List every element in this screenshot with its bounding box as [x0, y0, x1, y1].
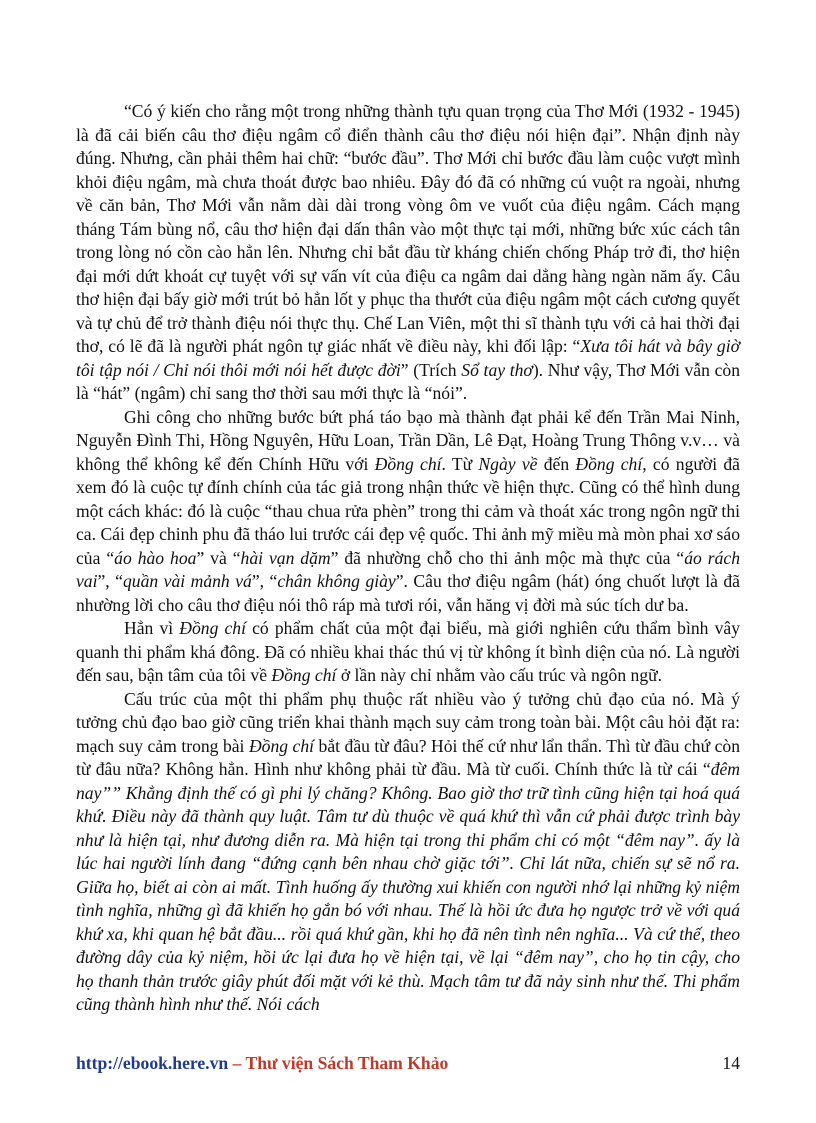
text-run: ở lần này chỉ nhằm vào cấu trúc và ngôn ngữ. [336, 665, 663, 685]
italic-text: quần vài mảnh vá [123, 571, 252, 591]
paragraph [76, 406, 740, 618]
italic-text: chân không giày [277, 571, 396, 591]
text-run: bắt đầu từ đâu? Hỏi thế cứ như lẩn thẩn. Thì từ đầu chứ còn từ đâu nữa? Không hẳn. Hình như không phải từ đầu. Mà từ cuối. Chính thức là từ cái “ [76, 735, 740, 779]
text-run: ). Như vậy, Thơ Mới vẫn còn là “hát” (ngâm) chỉ sang thơ thời sau mới thực là “nói”. [76, 359, 740, 403]
text-run: có phẩm chất của một đại biểu, mà giới nghiên cứu thẩm bình vây quanh thi phẩm khá đông. Đã có nhiều khai thác thú vị từ không ít bình diện của nó. Là người đến sau, bận tâm của tôi về [76, 618, 740, 685]
italic-text: Đồng chí [575, 453, 643, 474]
text-run: ” đã nhường chỗ cho thi ảnh mộc mà thực của “ [330, 547, 685, 568]
italic-text: áo rách vai [76, 547, 741, 591]
text-run: Hẳn vì [124, 618, 180, 638]
text-run: đến [537, 453, 576, 474]
page-footer [76, 1052, 740, 1074]
italic-text: áo hào hoa [114, 547, 197, 568]
italic-text: Ngày về [478, 453, 538, 474]
italic-text: Đồng chí [179, 618, 246, 638]
paragraph [76, 100, 740, 406]
text-run: ”. Câu thơ điệu ngâm (hát) óng chuốt lượt là đã nhường lời cho câu thơ điệu nói thô ráp mà tươi rói, vẫn hăng vị đời mà súc tích dư ba. [76, 571, 740, 615]
text-run: , có người đã xem đó là cuộc tự đính chính của tác giả trong nhận thức về hiện thực. Cũng có thể hình dung một cách khác: đó là cuộc “thau chua rửa phèn” trong thi cảm và thoát xác trong ngôn ngữ thi ca. Cái đẹp chinh phu đã tháo lui trước cái đẹp vệ quốc. Thi ảnh mỹ miều mà mòn phai xơ sáo của “ [76, 453, 740, 568]
text-run: Cấu trúc của một thi phẩm phụ thuộc rất nhiều vào ý tưởng chủ đạo của nó. Mà ý tưởng chủ đạo bao giờ cũng triển khai thành mạch suy cảm trong toàn bài. Một câu hỏi đặt ra: mạch suy cảm trong bài [76, 688, 740, 756]
text-run: Ghi công cho những bước bứt phá táo bạo mà thành đạt phải kể đến Trần Mai Ninh, Nguyễn Đình Thi, Hồng Nguyên, Hữu Loan, Trần Dần, Lê Đạt, Hoàng Trung Thông v.v… và không thể không kể đến Chính Hữu với [76, 406, 740, 474]
text-run: ”, “ [97, 571, 123, 591]
italic-text: Sổ tay thơ [461, 359, 533, 380]
italic-text: hài vạn dặm [240, 547, 331, 568]
footer-link[interactable]: http://ebook.here.vn [76, 1053, 229, 1073]
paragraph [76, 617, 740, 688]
text-run: ” (Trích [400, 359, 462, 380]
italic-text: Đồng chí [271, 665, 337, 685]
text-run: . Từ [441, 453, 479, 474]
text-run: ” và “ [196, 547, 241, 568]
article-body [76, 100, 740, 1017]
footer-library-name: Thư viện Sách Tham Khảo [245, 1053, 449, 1073]
italic-text: Xưa tôi hát và bây giờ tôi tập nói / Chỉ nói thôi mới nói hết được đời [76, 336, 740, 380]
italic-text: Đồng chí [374, 453, 442, 474]
text-run: ”, “ [251, 571, 278, 591]
italic-text: Đồng chí [248, 735, 315, 756]
page-number: 14 [722, 1053, 740, 1073]
footer-separator: – [228, 1053, 246, 1073]
paragraph [76, 688, 740, 1017]
italic-text: đêm nay”” Khẳng định thế có gì phi lý chăng? Không. Bao giờ thơ trữ tình cũng hiện tại hoá quá khứ. Điều này đã thành quy luật. Tâm tư dù thuộc về quá khứ thì vẫn cứ phải được trình bày như là hiện tại, như đương diễn ra. Mà hiện tại trong thi phẩm chỉ có một “đêm nay”. ấy là lúc hai người lính đang “đứng cạnh bên nhau chờ giặc tới”. Chỉ lát nữa, chiến sự sẽ nổ ra. Giữa họ, biết ai còn ai mất. Tình huống ấy thường xui khiến con người nhớ lại những kỷ niệm tình nghĩa, những gì đã khiến họ gắn bó với nhau. Thế là hồi ức đưa họ ngược trở về với quá khứ xa, khi quan hệ bắt đầu... rồi quá khứ gần, khi họ đã nên tình nên nghĩa... Và cứ thế, theo đường dây của kỷ niệm, hồi ức lại đưa họ về hiện tại, về lại “đêm nay”, cho họ tin cậy, cho họ thanh thản trước giây phút đối mặt với kẻ thù. Mạch tâm tư đã nảy sinh như thế. Thi phẩm cũng thành hình như thế. Nói cách [76, 759, 740, 1014]
text-run: “Có ý kiến cho rằng một trong những thành tựu quan trọng của Thơ Mới (1932 - 1945) là đã cải biến câu thơ điệu ngâm cổ điển thành câu thơ điệu nói hiện đại”. Nhận định này đúng. Nhưng, cần phải thêm hai chữ: “bước đầu”. Thơ Mới chỉ bước đầu làm cuộc vượt mình khỏi điệu ngâm, mà chưa thoát được bao nhiêu. Đây đó đã có những cú vuột ra ngoài, nhưng về căn bản, Thơ Mới vẫn nằm dài dài trong vòng ôm ve vuốt của điệu ngâm. Cách mạng tháng Tám bùng nổ, câu thơ hiện đại dấn thân vào một thực tại mới, những bức xúc cách tân trong lòng nó cồn cào hẳn lên. Nhưng chỉ bắt đầu từ kháng chiến chống Pháp trở đi, thơ hiện đại mới dứt khoát cự tuyệt với sự vấn vít của điệu ca ngâm dai dẳng hàng ngàn năm ấy. Câu thơ hiện đại bấy giờ mới trút bỏ hẳn lốt y phục tha thướt của điệu ngâm một cách cương quyết và tự chủ để trở thành điệu nói thực thụ. Chế Lan Viên, một thi sĩ thành tựu với cả hai thời đại thơ, có lẽ đã là người phát ngôn tự giác nhất về điều này, khi đối lập: “ [76, 101, 740, 356]
